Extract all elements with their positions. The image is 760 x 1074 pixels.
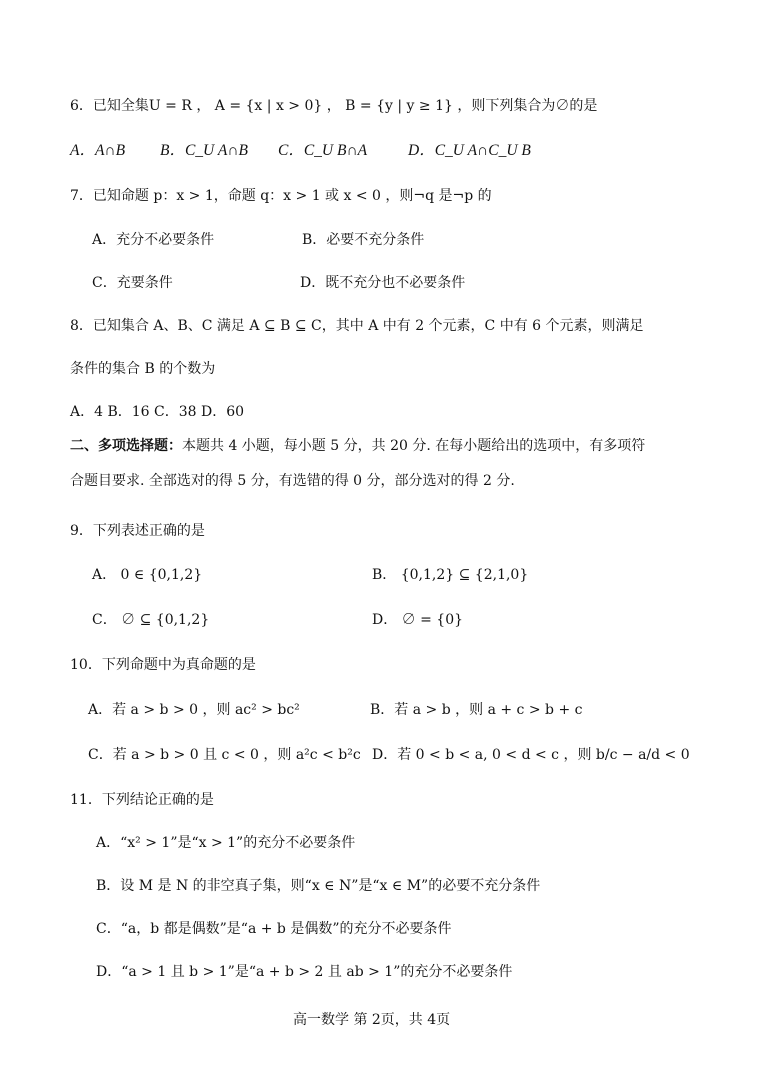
q7-option-d: D．既不充分也不必要条件 xyxy=(300,275,466,291)
q9-option-b: B． {0,1,2} ⊆ {2,1,0} xyxy=(372,567,529,583)
section2-line2: 合题目要求. 全部选对的得 5 分，有选错的得 0 分，部分选对的得 2 分. xyxy=(70,473,515,489)
section2-heading: 二、多项选择题： xyxy=(70,438,182,454)
q10-option-c: C．若 a > b > 0 且 c < 0 ，则 a²c < b²c xyxy=(88,747,361,763)
q7-option-a: A．充分不必要条件 xyxy=(92,232,215,248)
q11-option-c: C．“a，b 都是偶数”是“a + b 是偶数”的充分不必要条件 xyxy=(96,921,452,937)
q11-option-d: D．“a > 1 且 b > 1”是“a + b > 2 且 ab > 1”的充分不必要条件 xyxy=(96,964,513,980)
q8-options: A．4 B．16 C．38 D．60 xyxy=(70,404,245,420)
q7-stem: 7．已知命题 p：x > 1，命题 q：x > 1 或 x < 0 ，则¬q 是¬p 的 xyxy=(70,188,492,204)
q10-option-a: A．若 a > b > 0 ，则 ac² > bc² xyxy=(88,702,300,718)
page-footer: 高一数学 第 2页，共 4页 xyxy=(293,1012,451,1028)
q8-stem-line1: 8．已知集合 A、B、C 满足 A ⊆ B ⊆ C，其中 A 中有 2 个元素，C 中有 6 个元素，则满足 xyxy=(70,318,644,334)
q9-option-a: A． 0 ∈ {0,1,2} xyxy=(92,567,203,583)
q6-option-a: A．A∩B xyxy=(70,142,126,159)
q7-option-c: C．充要条件 xyxy=(92,275,173,291)
q11-stem: 11．下列结论正确的是 xyxy=(70,792,214,808)
section2-line1: 本题共 4 小题，每小题 5 分，共 20 分. 在每小题给出的选项中，有多项符 xyxy=(182,438,646,454)
q6-option-d: D．C_U A∩C_U B xyxy=(408,142,531,159)
q6-option-c: C．C_U B∩A xyxy=(278,142,368,159)
section2-heading-line xyxy=(70,436,645,456)
q9-option-c: C． ∅ ⊆ {0,1,2} xyxy=(92,612,210,628)
q8-stem-line2: 条件的集合 B 的个数为 xyxy=(70,361,216,377)
q10-stem: 10．下列命题中为真命题的是 xyxy=(70,657,256,673)
q6-option-b: B．C_U A∩B xyxy=(160,142,248,159)
q10-option-b: B．若 a > b ，则 a + c > b + c xyxy=(370,702,583,718)
q11-option-b: B．设 M 是 N 的非空真子集，则“x ∈ N”是“x ∈ M”的必要不充分条件 xyxy=(96,878,541,894)
q11-option-a: A．“x² > 1”是“x > 1”的充分不必要条件 xyxy=(96,835,356,851)
q9-option-d: D． ∅ = {0} xyxy=(372,612,464,628)
q7-option-b: B．必要不充分条件 xyxy=(302,232,425,248)
q10-option-d: D．若 0 < b < a, 0 < d < c ，则 b/c − a/d < 0 xyxy=(372,747,690,763)
q6-stem: 6．已知全集U = R ， A = {x | x > 0} ， B = {y | y ≥ 1} ，则下列集合为∅的是 xyxy=(70,98,598,114)
q9-stem: 9．下列表述正确的是 xyxy=(70,523,205,539)
